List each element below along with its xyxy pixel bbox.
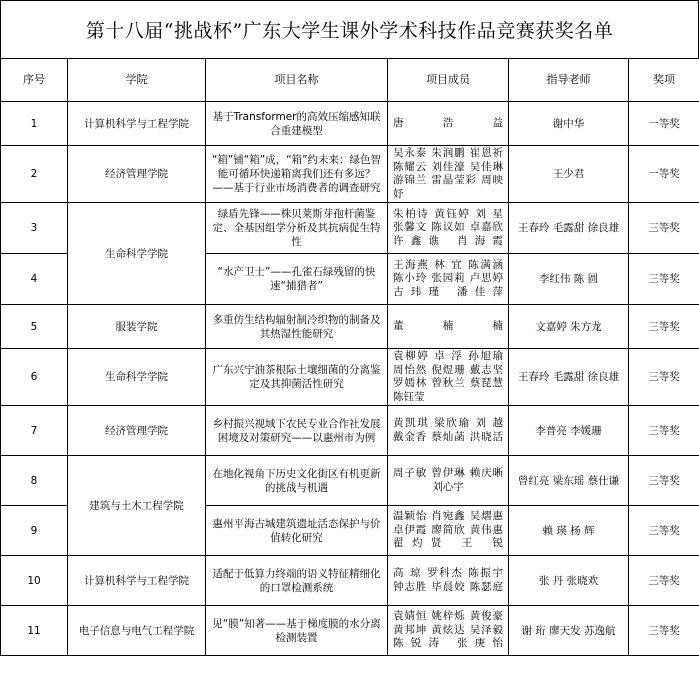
- member-line: 袁柳婷 卓 浮 孙旭瑜: [393, 350, 503, 362]
- member-line: 卓伊霞 廖简欣 黄伟惠: [393, 523, 503, 536]
- table-row: [1, 606, 699, 656]
- member-line: 朱柏诗 黄钰婷 刘 星: [393, 207, 503, 220]
- table-row: [1, 556, 699, 606]
- cell-award: 三等奖: [629, 606, 699, 656]
- cell-members: [388, 203, 509, 254]
- table-row: [1, 146, 699, 203]
- cell-advisor: 王少君: [509, 146, 629, 203]
- cell-award: 三等奖: [629, 406, 699, 456]
- table-row: [1, 456, 699, 506]
- cell-members: [388, 305, 509, 349]
- cell-no: 2: [1, 146, 68, 203]
- header-award: 奖项: [629, 59, 699, 102]
- member-line: 董楠楠: [393, 319, 503, 332]
- cell-award: 三等奖: [629, 203, 699, 254]
- header-project: 项目名称: [206, 59, 388, 102]
- header-members: 项目成员: [388, 59, 509, 102]
- cell-project: “水产卫士”——孔雀石绿残留的快速“捕猎者”: [206, 254, 388, 305]
- cell-no: 5: [1, 305, 68, 349]
- member-line: 罗嫣林 曾秋兰 蔡琵慧: [393, 377, 503, 389]
- cell-advisor: 赖 瑛 杨 辉: [509, 506, 629, 556]
- cell-members: [388, 254, 509, 305]
- cell-advisor: 曾红亮 梁东瑶 蔡仕谦: [509, 456, 629, 506]
- cell-advisor: 文嘉婷 朱方龙: [509, 305, 629, 349]
- member-line: 刘心宇: [432, 480, 464, 493]
- cell-award: 三等奖: [629, 349, 699, 406]
- cell-members: [388, 456, 509, 506]
- member-line: 周子敏 曾伊琳 赖庆晰: [393, 467, 503, 479]
- member-line: 翟灼贤 王 锐: [393, 537, 503, 550]
- cell-no: 1: [1, 102, 68, 146]
- cell-award: 三等奖: [629, 254, 699, 305]
- header-advisor: 指导老师: [509, 59, 629, 102]
- table-row: [1, 305, 699, 349]
- member-line: 黄凯琪 梁欣瑜 刘 越: [393, 417, 503, 429]
- cell-project: 多重仿生结构辐射制冷织物的制备及其热湿性能研究: [206, 305, 388, 349]
- cell-advisor: 谢中华: [509, 102, 629, 146]
- cell-no: 6: [1, 349, 68, 406]
- cell-members: [388, 556, 509, 606]
- cell-college: 计算机科学与工程学院: [68, 102, 206, 146]
- cell-college: 生命科学学院: [68, 349, 206, 406]
- header-no: 序号: [1, 59, 68, 102]
- cell-members: [388, 102, 509, 146]
- cell-no: 9: [1, 506, 68, 556]
- cell-advisor: 张 丹 张晓欢: [509, 556, 629, 606]
- cell-award: 三等奖: [629, 556, 699, 606]
- cell-no: 7: [1, 406, 68, 456]
- member-line: 陈小玲 张园莉 卢思婷: [393, 272, 503, 285]
- header-row: [1, 59, 699, 102]
- table-row: [1, 102, 699, 146]
- member-line: 游锦兰 雷晶莹彩 周映妤: [393, 174, 503, 200]
- member-line: 古玮瑾 潘佳萍: [393, 285, 503, 298]
- header-college: 学院: [68, 59, 206, 102]
- cell-project: 惠州平海古城建筑遗址活态保护与价值转化研究: [206, 506, 388, 556]
- member-line: 许鑫谯 肖海霞: [393, 234, 503, 247]
- member-line: 黄邦坤 黄炫达 吴泽毅: [393, 623, 503, 636]
- member-line: 钟志胜 毕晨姣 陈瑟庭: [393, 580, 503, 593]
- cell-project: “箱”铺“箱”成，“箱”约未来：绿色智能可循环快递箱离我们还有多远？——基于行业市场消费者的调查研究: [206, 146, 388, 203]
- table-row: [1, 406, 699, 456]
- cell-award: 三等奖: [629, 456, 699, 506]
- cell-members: [388, 606, 509, 656]
- cell-project: 广东兴宁油茶根际土壤细菌的分离鉴定及其抑菌活性研究: [206, 349, 388, 406]
- member-line: 唐浩益: [393, 116, 503, 129]
- cell-college: 生命科学学院: [68, 203, 206, 305]
- cell-advisor: 王春玲 毛露甜 徐良雄: [509, 349, 629, 406]
- cell-no: 10: [1, 556, 68, 606]
- cell-no: 8: [1, 456, 68, 506]
- award-table: [0, 58, 699, 656]
- cell-members: [388, 349, 509, 406]
- cell-project: 乡村振兴视域下农民专业合作社发展困境及对策研究——以惠州市为例: [206, 406, 388, 456]
- cell-project: 在地化视角下历史文化街区有机更新的挑战与机遇: [206, 456, 388, 506]
- cell-no: 3: [1, 203, 68, 254]
- cell-project: 适配于低算力终端的语义特征精细化的口罩检测系统: [206, 556, 388, 606]
- cell-no: 11: [1, 606, 68, 656]
- member-line: 戴金香 蔡灿菡 洪晓活: [393, 430, 503, 443]
- member-line: 张馨文 陈议如 卓嘉欣: [393, 221, 503, 234]
- cell-college: 经济管理学院: [68, 406, 206, 456]
- cell-college: 电子信息与电气工程学院: [68, 606, 206, 656]
- cell-award: 一等奖: [629, 146, 699, 203]
- page-title: 第十八届“挑战杯”广东大学生课外学术科技作品竞赛获奖名单: [0, 0, 699, 58]
- member-line: 周怡然 倪煜珊 戴志坚: [393, 363, 503, 376]
- cell-advisor: 谢 珩 廖天发 苏逸航: [509, 606, 629, 656]
- member-line: 陈钰莹: [393, 390, 425, 403]
- cell-award: 一等奖: [629, 102, 699, 146]
- cell-project: 基于Transformer的高效压缩感知联合重建模型: [206, 102, 388, 146]
- member-line: 王海燕 林 宜 陈满涵: [393, 258, 503, 271]
- cell-advisor: 李红伟 陈 圆: [509, 254, 629, 305]
- cell-members: [388, 146, 509, 203]
- cell-project: 见“膜”知著——基于梯度膜的水分离检测装置: [206, 606, 388, 656]
- cell-members: [388, 506, 509, 556]
- cell-advisor: 李普亮 李媛珊: [509, 406, 629, 456]
- cell-college: 计算机科学与工程学院: [68, 556, 206, 606]
- cell-advisor: 王春玲 毛露甜 徐良雄: [509, 203, 629, 254]
- cell-award: 三等奖: [629, 305, 699, 349]
- cell-college: 服装学院: [68, 305, 206, 349]
- member-line: 陈锐涛 张庚怡: [393, 637, 503, 650]
- cell-project: 绿盾先锋——株贝莱斯芽孢杆菌鉴定、全基因组学分析及其抗病促生特性: [206, 203, 388, 254]
- member-line: 陈耀云 刘佳濠 吴佳琳: [393, 160, 503, 173]
- member-line: 吴永泰 朱润鹏 崔恩祈: [393, 147, 503, 159]
- member-line: 高 琼 罗科杰 陈振宇: [393, 567, 503, 579]
- cell-members: [388, 406, 509, 456]
- cell-no: 4: [1, 254, 68, 305]
- member-line: 袁婧恒 姚梓烁 黄俊豪: [393, 610, 503, 623]
- cell-college: 建筑与土木工程学院: [68, 456, 206, 556]
- table-row: [1, 349, 699, 406]
- table-row: [1, 203, 699, 254]
- member-line: 温颖怡 肖宛鑫 吴熠惠: [393, 510, 503, 523]
- cell-award: 三等奖: [629, 506, 699, 556]
- cell-college: 经济管理学院: [68, 146, 206, 203]
